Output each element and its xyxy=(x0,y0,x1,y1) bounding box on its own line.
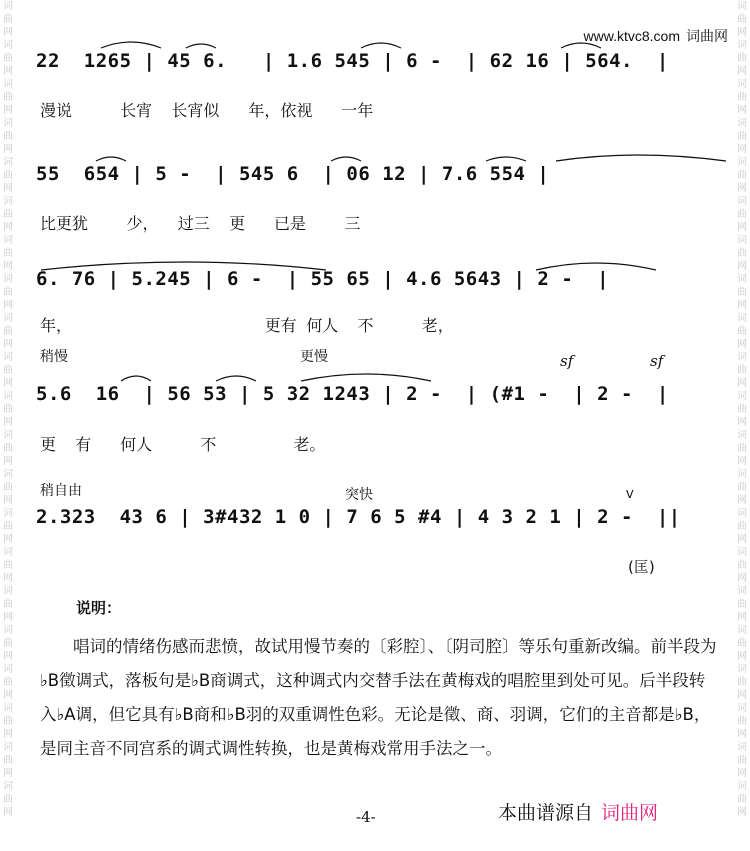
watermark-char: 曲 xyxy=(737,755,747,766)
watermark-char: 词 xyxy=(737,196,747,207)
watermark-char: 词 xyxy=(737,430,747,441)
watermark-char: 网 xyxy=(737,261,747,272)
watermark-char: 词 xyxy=(737,118,747,129)
watermark-char: 词 xyxy=(737,664,747,675)
watermark-char: 词 xyxy=(3,742,13,753)
source-label: 本曲谱源自 xyxy=(498,802,594,824)
watermark-char: 曲 xyxy=(3,755,13,766)
tempo-mark: 稍自由 xyxy=(40,483,82,499)
watermark-char: 网 xyxy=(3,144,13,155)
left-watermark-strip xyxy=(0,0,16,851)
watermark-char: 曲 xyxy=(737,677,747,688)
watermark-char: 网 xyxy=(737,456,747,467)
watermark-char: 曲 xyxy=(3,443,13,454)
watermark-char: 网 xyxy=(3,807,13,818)
watermark-char: 词 xyxy=(3,1,13,12)
tempo-mark: 突快 xyxy=(345,487,373,503)
watermark-char: 词 xyxy=(3,196,13,207)
watermark-char: 曲 xyxy=(3,287,13,298)
watermark-char: 曲 xyxy=(3,404,13,415)
watermark-char: 网 xyxy=(3,300,13,311)
watermark-char: 曲 xyxy=(3,482,13,493)
watermark-char: 网 xyxy=(737,573,747,584)
watermark-char: 曲 xyxy=(3,92,13,103)
watermark-char: 曲 xyxy=(3,560,13,571)
watermark-char: 曲 xyxy=(737,794,747,805)
watermark-char: 曲 xyxy=(3,638,13,649)
watermark-char: 词 xyxy=(737,79,747,90)
source-brand: 词曲网 xyxy=(601,802,659,824)
watermark-char: 曲 xyxy=(737,131,747,142)
watermark-char: 曲 xyxy=(3,170,13,181)
watermark-char: 曲 xyxy=(3,131,13,142)
watermark-char: 网 xyxy=(3,651,13,662)
watermark-char: 曲 xyxy=(737,443,747,454)
watermark-char: 词 xyxy=(3,157,13,168)
watermark-char: 词 xyxy=(3,664,13,675)
watermark-char: 曲 xyxy=(3,14,13,25)
watermark-char: 曲 xyxy=(737,560,747,571)
watermark-char: 曲 xyxy=(737,716,747,727)
watermark-char: 曲 xyxy=(737,14,747,25)
watermark-char: 词 xyxy=(3,79,13,90)
watermark-char: 网 xyxy=(3,378,13,389)
watermark-char: 词 xyxy=(737,313,747,324)
watermark-char: 曲 xyxy=(737,92,747,103)
watermark-char: 词 xyxy=(3,391,13,402)
watermark-char: 网 xyxy=(3,456,13,467)
watermark-char: 网 xyxy=(3,261,13,272)
dynamic-mark: sf xyxy=(560,352,574,370)
notation-line: 55 654 | 5 - | 545 6 | 06 12 | 7.6 554 | xyxy=(36,163,550,185)
watermark-char: 曲 xyxy=(3,209,13,220)
page-number: -4- xyxy=(356,808,376,826)
watermark-char: 网 xyxy=(3,27,13,38)
watermark-char: 词 xyxy=(737,586,747,597)
watermark-char: 词 xyxy=(737,40,747,51)
watermark-char: 曲 xyxy=(737,521,747,532)
watermark-char: 词 xyxy=(3,703,13,714)
watermark-char: 词 xyxy=(3,781,13,792)
watermark-char: 曲 xyxy=(737,209,747,220)
watermark-char: 网 xyxy=(737,183,747,194)
watermark-char: 词 xyxy=(3,235,13,246)
notation-line: 6. 76 | 5.245 | 6 - | 55 65 | 4.6 5643 | 2 - | xyxy=(36,268,610,290)
watermark-char: 网 xyxy=(737,768,747,779)
notation-line: 22 1265 | 45 6. | 1.6 545 | 6 - | 62 16 | 564. | xyxy=(36,50,669,72)
watermark-char: 曲 xyxy=(3,521,13,532)
site-url: www.ktvc8.com xyxy=(583,28,680,44)
watermark-char: 词 xyxy=(3,625,13,636)
notes-body: 唱词的情绪伤感而悲愤，故试用慢节奏的〔彩腔〕、〔阴司腔〕等乐句重新改编。前半段为♭B徵调式，落板句是♭B商调式，这种调式内交替手法在黄梅戏的唱腔里到处可见。后半段转入♭A调，但它具有♭B商和♭B羽的双重调性色彩。无论是徵、商、羽调，它们的主音都是♭B，是同主音不同宫系的调式调性转换，也是黄梅戏常用手法之一。 xyxy=(40,637,717,758)
watermark-char: 网 xyxy=(737,729,747,740)
watermark-char: 曲 xyxy=(3,716,13,727)
watermark-char: 词 xyxy=(737,742,747,753)
watermark-char: 网 xyxy=(3,417,13,428)
watermark-char: 词 xyxy=(3,118,13,129)
watermark-char: 网 xyxy=(737,417,747,428)
watermark-char: 词 xyxy=(737,625,747,636)
watermark-char: 曲 xyxy=(3,326,13,337)
watermark-char: 网 xyxy=(737,339,747,350)
watermark-char: 网 xyxy=(737,300,747,311)
watermark-char: 网 xyxy=(3,612,13,623)
watermark-char: 网 xyxy=(3,690,13,701)
watermark-char: 网 xyxy=(737,690,747,701)
watermark-char: 词 xyxy=(737,274,747,285)
watermark-char: 词 xyxy=(737,235,747,246)
watermark-char: 网 xyxy=(737,105,747,116)
watermark-char: 网 xyxy=(3,222,13,233)
watermark-char: 曲 xyxy=(3,794,13,805)
watermark-char: 网 xyxy=(3,66,13,77)
watermark-char: 网 xyxy=(737,27,747,38)
site-name: 词曲网 xyxy=(686,29,728,45)
watermark-char: 曲 xyxy=(737,404,747,415)
watermark-char: 网 xyxy=(737,495,747,506)
svg-text:V: V xyxy=(626,488,634,501)
watermark-char: 词 xyxy=(737,781,747,792)
watermark-char: 词 xyxy=(3,469,13,480)
dynamic-mark: sf xyxy=(650,352,664,370)
watermark-char: 网 xyxy=(737,66,747,77)
watermark-char: 词 xyxy=(3,313,13,324)
watermark-char: 曲 xyxy=(737,326,747,337)
watermark-char: 词 xyxy=(3,40,13,51)
notes-title: 说明： xyxy=(76,599,122,617)
notation-line: 5.6 16 | 56 53 | 5 32 1243 | 2 - | (#1 - | 2 - | xyxy=(36,383,669,405)
lyric-line-4: 更 有 何人 不 老。 xyxy=(40,435,326,454)
watermark-char: 网 xyxy=(3,495,13,506)
watermark-char: 曲 xyxy=(3,248,13,259)
watermark-char: 词 xyxy=(3,352,13,363)
watermark-char: 网 xyxy=(737,222,747,233)
watermark-char: 曲 xyxy=(737,599,747,610)
watermark-char: 网 xyxy=(3,573,13,584)
watermark-char: 曲 xyxy=(737,53,747,64)
watermark-char: 网 xyxy=(737,378,747,389)
watermark-char: 曲 xyxy=(737,287,747,298)
lyric-line-3: 年， 更有 何人 不 老， xyxy=(40,316,454,335)
notation-line: 2.323 43 6 | 3#432 1 0 | 7 6 5 #4 | 4 3 2 1 | 2 - || xyxy=(36,506,681,528)
watermark-char: 网 xyxy=(737,807,747,818)
watermark-char: 曲 xyxy=(737,248,747,259)
watermark-char: 词 xyxy=(737,547,747,558)
watermark-char: 词 xyxy=(3,508,13,519)
watermark-char: 网 xyxy=(737,534,747,545)
lyric-line-2: 比更犹 少， 过三 更 已是 三 xyxy=(40,214,361,233)
right-watermark-strip xyxy=(734,0,750,851)
tempo-mark: 稍慢 xyxy=(40,349,68,365)
watermark-char: 网 xyxy=(737,144,747,155)
watermark-char: 词 xyxy=(737,157,747,168)
watermark-char: 网 xyxy=(3,183,13,194)
watermark-char: 网 xyxy=(737,612,747,623)
watermark-char: 曲 xyxy=(3,599,13,610)
source-watermark xyxy=(498,798,658,825)
watermark-char: 网 xyxy=(3,768,13,779)
watermark-char: 曲 xyxy=(3,365,13,376)
watermark-char: 曲 xyxy=(3,53,13,64)
watermark-char: 曲 xyxy=(737,482,747,493)
watermark-char: 曲 xyxy=(3,677,13,688)
watermark-char: 网 xyxy=(3,729,13,740)
watermark-char: 词 xyxy=(737,391,747,402)
watermark-char: 词 xyxy=(3,430,13,441)
watermark-char: 词 xyxy=(3,274,13,285)
watermark-char: 网 xyxy=(737,651,747,662)
watermark-char: 网 xyxy=(3,534,13,545)
percussion-ending: (匡) xyxy=(628,558,655,576)
watermark-char: 词 xyxy=(3,586,13,597)
watermark-char: 词 xyxy=(737,469,747,480)
lyric-line-1: 漫说 长宵 长宵似 年，依视 一年 xyxy=(40,101,374,120)
watermark-char: 词 xyxy=(737,703,747,714)
tempo-mark: 更慢 xyxy=(300,349,328,365)
watermark-char: 词 xyxy=(737,352,747,363)
watermark-char: 曲 xyxy=(737,170,747,181)
watermark-char: 曲 xyxy=(737,638,747,649)
watermark-char: 网 xyxy=(3,105,13,116)
watermark-char: 网 xyxy=(3,339,13,350)
watermark-char: 词 xyxy=(3,547,13,558)
watermark-char: 词 xyxy=(737,1,747,12)
watermark-char: 曲 xyxy=(737,365,747,376)
watermark-char: 词 xyxy=(737,508,747,519)
